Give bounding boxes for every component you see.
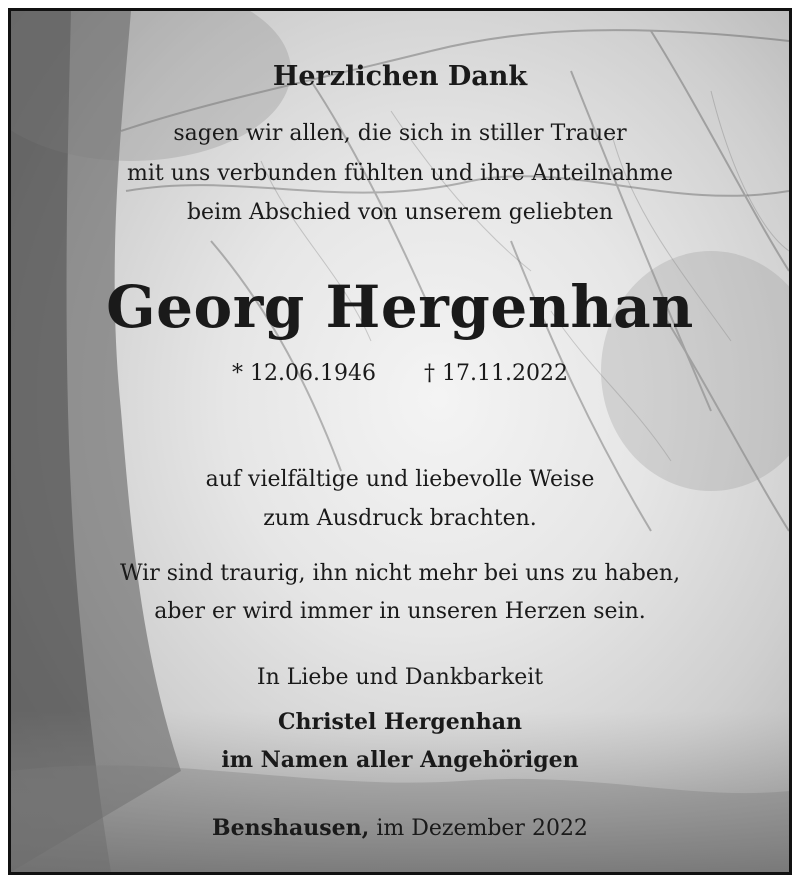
signatory-note: im Namen aller Angehörigen	[221, 747, 579, 773]
obituary-notice	[8, 8, 792, 875]
closing-line-2: aber er wird immer in unseren Herzen sein.	[154, 599, 646, 624]
middle-line-1: auf vielfältige und liebevolle Weise	[205, 467, 595, 492]
intro-line-2: mit uns verbunden fühlten und ihre Anteilnahme	[126, 161, 673, 186]
life-dates	[11, 361, 789, 386]
middle-line-2: zum Ausdruck brachten.	[263, 506, 537, 531]
deceased-name: Georg Hergenhan	[106, 273, 694, 341]
date-text: im Dezember 2022	[376, 816, 588, 841]
intro-line-1: sagen wir allen, die sich in stiller Trauer	[173, 121, 627, 146]
closing-line-1: Wir sind traurig, ihn nicht mehr bei uns zu haben,	[119, 561, 681, 586]
farewell: In Liebe und Dankbarkeit	[256, 665, 544, 690]
heading: Herzlichen Dank	[272, 61, 528, 92]
notice-text	[11, 11, 789, 872]
place-and-date	[11, 815, 789, 841]
signatory-name: Christel Hergenhan	[277, 709, 522, 735]
place: Benshausen,	[212, 815, 370, 841]
intro-line-3: beim Abschied von unserem geliebten	[186, 200, 614, 225]
birth-date: * 12.06.1946	[232, 361, 376, 386]
death-date: † 17.11.2022	[424, 361, 568, 386]
